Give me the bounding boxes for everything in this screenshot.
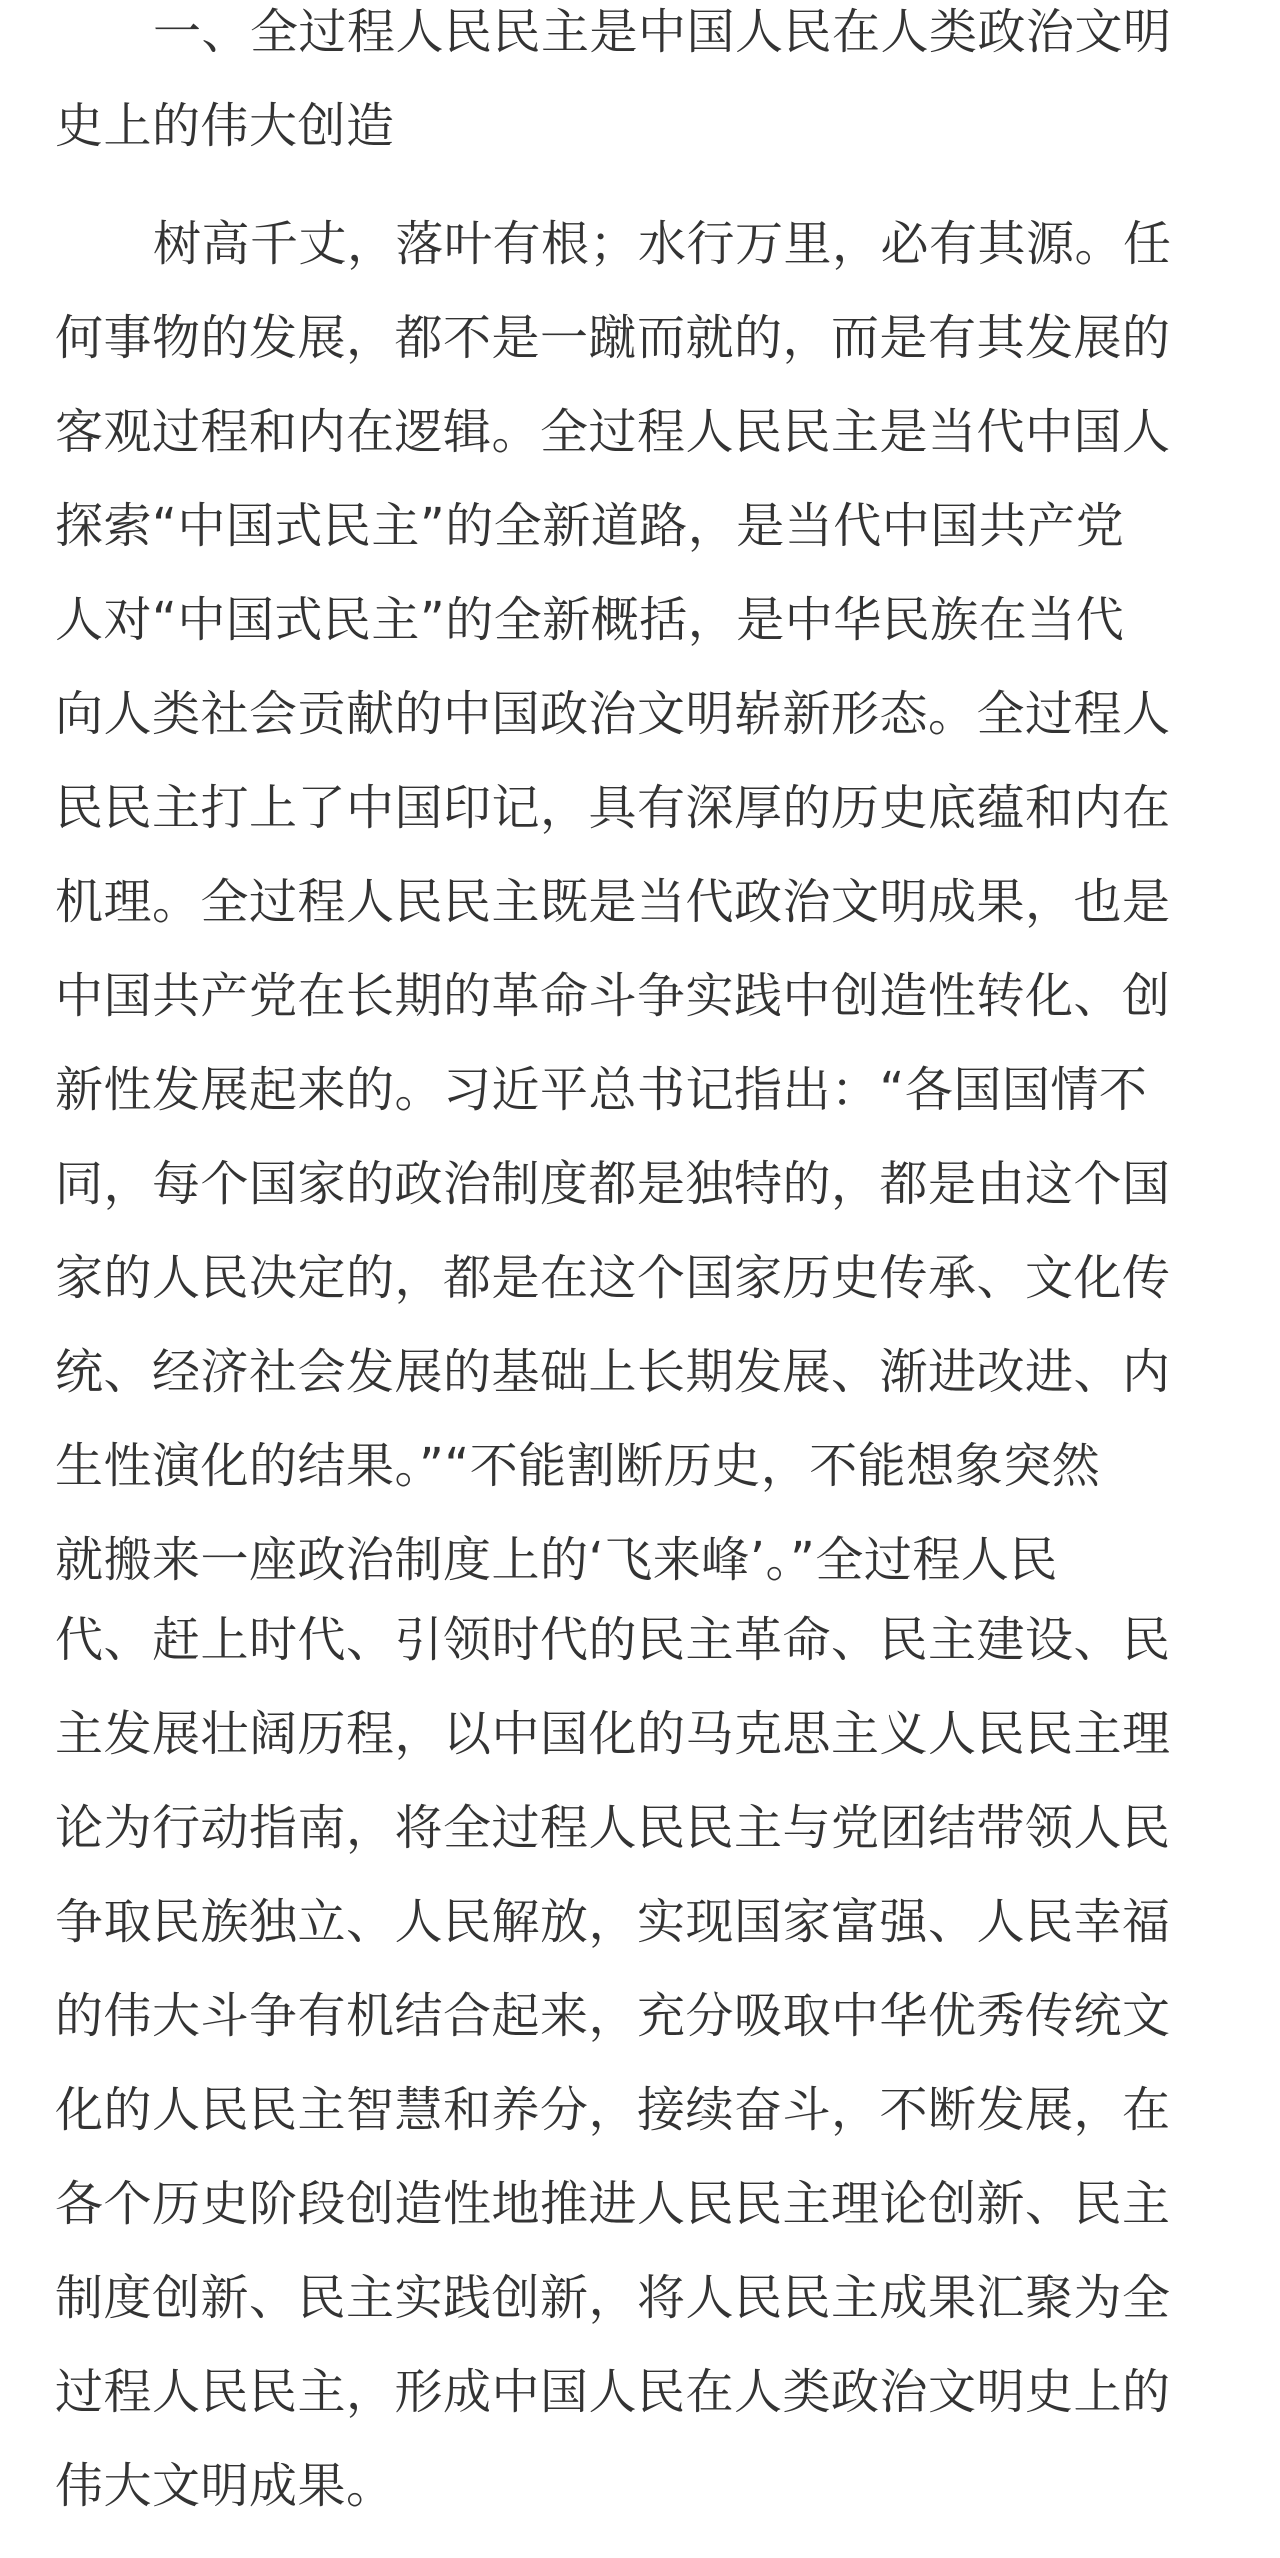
paragraph-line: 论为行动指南，将全过程人民民主与党团结带领人民 — [55, 1800, 1171, 1856]
paragraph-line: 机理。全过程人民民主既是当代政治文明成果，也是 — [55, 874, 1171, 930]
paragraph-line: 的伟大斗争有机结合起来，充分吸取中华优秀传统文 — [55, 1988, 1171, 2044]
paragraph-line: 家的人民决定的，都是在这个国家历史传承、文化传 — [55, 1250, 1171, 1306]
paragraph-line: 新性发展起来的。习近平总书记指出：“各国国情不 — [55, 1062, 1148, 1118]
paragraph-line: 同，每个国家的政治制度都是独特的，都是由这个国 — [55, 1156, 1171, 1212]
paragraph-line: 就搬来一座政治制度上的‘飞来峰’。”全过程人民 — [55, 1532, 1058, 1588]
paragraph-line: 中国共产党在长期的革命斗争实践中创造性转化、创 — [55, 968, 1171, 1024]
paragraph-line: 统、经济社会发展的基础上长期发展、渐进改进、内 — [55, 1344, 1171, 1400]
heading-line: 史上的伟大创造 — [55, 98, 395, 154]
paragraph-line: 过程人民民主，形成中国人民在人类政治文明史上的 — [55, 2364, 1171, 2420]
article-body — [55, 0, 1225, 2548]
paragraph-line: 各个历史阶段创造性地推进人民民主理论创新、民主 — [55, 2176, 1171, 2232]
paragraph-line: 客观过程和内在逻辑。全过程人民民主是当代中国人 — [55, 404, 1171, 460]
heading-line: 一、全过程人民民主是中国人民在人类政治文明 — [153, 4, 1172, 60]
paragraph-line: 人对“中国式民主”的全新概括，是中华民族在当代 — [55, 592, 1125, 648]
paragraph-line: 伟大文明成果。 — [55, 2458, 395, 2514]
paragraph-line: 主发展壮阔历程，以中国化的马克思主义人民民主理 — [55, 1706, 1171, 1762]
section-heading — [55, 0, 1225, 188]
paragraph-line: 探索“中国式民主”的全新道路，是当代中国共产党 — [55, 498, 1125, 554]
paragraph-continuation — [55, 1608, 1225, 2548]
paragraph-line: 向人类社会贡献的中国政治文明崭新形态。全过程人 — [55, 686, 1171, 742]
paragraph-line: 生性演化的结果。”“不能割断历史，不能想象突然 — [55, 1438, 1101, 1494]
paragraph-line: 树高千丈，落叶有根；水行万里，必有其源。任 — [153, 216, 1172, 272]
paragraph-line: 化的人民民主智慧和养分，接续奋斗，不断发展，在 — [55, 2082, 1171, 2138]
paragraph-line: 民民主打上了中国印记，具有深厚的历史底蕴和内在 — [55, 780, 1171, 836]
paragraph-line: 制度创新、民主实践创新，将人民民主成果汇聚为全 — [55, 2270, 1171, 2326]
paragraph — [55, 212, 1225, 1622]
paragraph-line: 争取民族独立、人民解放，实现国家富强、人民幸福 — [55, 1894, 1171, 1950]
paragraph-line: 何事物的发展，都不是一蹴而就的，而是有其发展的 — [55, 310, 1171, 366]
paragraph-line: 代、赶上时代、引领时代的民主革命、民主建设、民 — [55, 1612, 1171, 1668]
